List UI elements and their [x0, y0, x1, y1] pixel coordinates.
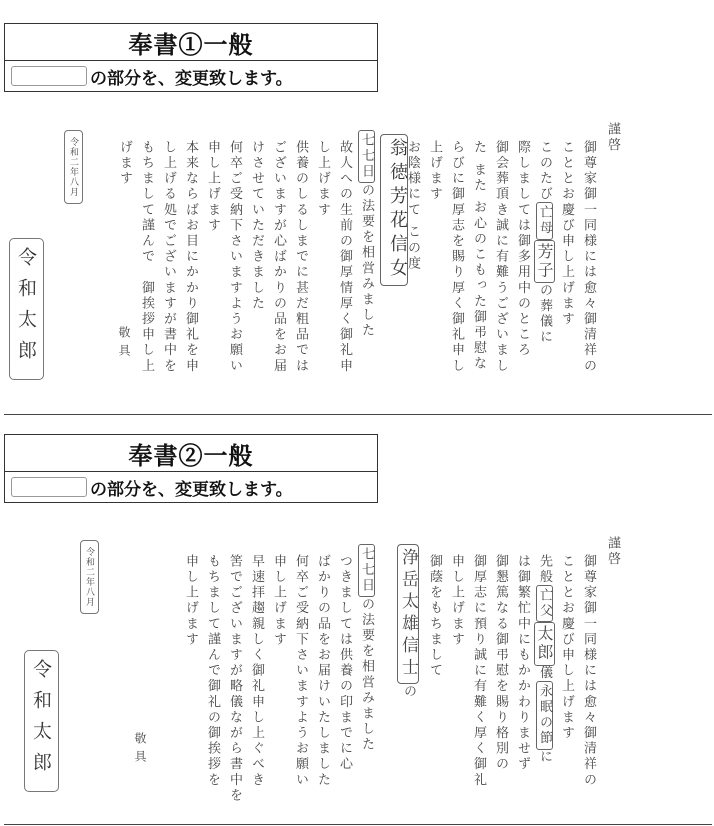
letter-line: し上げます [315, 140, 330, 218]
letter-line: 御尊家御一同様には愈々御清祥の [581, 140, 596, 374]
letter-opening: 謹啓 [605, 122, 620, 154]
letter-line: 御厚志に預り誠に有難く厚く御礼 [471, 554, 486, 788]
relation-box: 亡父 [536, 585, 553, 622]
placeholder-box [11, 477, 87, 497]
letter-line: 筈でございますが略儀ながら書中を [227, 554, 242, 804]
letter-line: し上げる処でございますが書中を [161, 140, 176, 374]
letter-line: 上げます [427, 140, 442, 203]
letter-line: 申し上げます [449, 554, 464, 648]
closing-keigu: 敬具 [133, 732, 147, 768]
kaimyo-box: 翁徳芳花信女 [380, 134, 408, 286]
date-box: 令和二年八月 [64, 130, 83, 204]
letter-line: もちまして謹んで 御挨拶申し上 [139, 140, 154, 374]
section-title: 奉書②一般 [5, 435, 377, 472]
letter-line: 何卒ご受納下さいますようお願い [293, 554, 308, 788]
closing-keigu: 敬具 [117, 326, 131, 362]
letter-line: 本来ならばお目にかかり御礼を申 [183, 140, 198, 374]
letter-line: 御懇篤なる御弔慰を賜り格別の [493, 554, 508, 773]
deceased-name-box: 芳子 [534, 240, 555, 283]
letter-line: このたび亡母芳子の葬儀に [535, 140, 554, 346]
letter-line: 申し上げます [183, 554, 198, 648]
letter-line: 七七日の法要を相営みました [356, 130, 376, 339]
letter-opening: 謹啓 [605, 536, 620, 568]
sender-name-box: 令和太郎 [24, 650, 59, 792]
letter-line: は御繁忙中にもかかわりませず [515, 554, 530, 773]
letter-line: げます [117, 140, 132, 187]
bottom-divider [4, 824, 712, 825]
sender-name-box: 令和太郎 [9, 238, 44, 380]
letter-line: 御会葬頂き誠に有難うございまし [493, 140, 508, 374]
letter-line: お陰様にて この度 [405, 140, 420, 272]
letter-line: らびに御厚志を賜り厚く御礼申し [449, 140, 464, 374]
letter-line: こととお慶び申し上げます [559, 554, 574, 742]
kaimyo-box: 浄岳太雄信士 [397, 544, 419, 684]
eimin-box: 永眠の節 [536, 681, 553, 749]
letter-line: こととお慶び申し上げます [559, 140, 574, 328]
section-title: 奉書①一般 [5, 24, 377, 61]
relation-box: 亡母 [536, 202, 553, 239]
letter-line: けさせていただきました [249, 140, 264, 312]
letter-line: 御蔭をもちまして [427, 554, 442, 679]
memorial-box: 七七日 [358, 544, 375, 597]
deceased-name-box: 太郎 [534, 622, 555, 665]
letter-line: 申し上げます [205, 140, 220, 234]
letter-line: 七七日の法要を相営みました [356, 544, 376, 753]
letter-body [0, 120, 714, 380]
letter-line: 際しましては御多用中のところ [515, 140, 530, 359]
letter-line: つきましては供養の印までに心 [337, 554, 352, 773]
letter-line: ばかりの品をお届けいたしました [315, 554, 330, 788]
instruction-text: の部分を、変更致します。 [90, 479, 293, 500]
letter-body [0, 534, 714, 804]
letter-line: 早速拝趨親しく御礼申し上ぐべき [249, 554, 264, 788]
instruction-text: の部分を、変更致します。 [90, 68, 293, 89]
letter-line: 供養のしるしまでに甚だ粗品では [293, 140, 308, 374]
header-box-1 [4, 23, 378, 92]
date-box: 令和二年八月 [80, 540, 99, 614]
letter-line: 先般亡父太郎儀永眠の節に [535, 554, 554, 766]
section-divider [4, 414, 712, 415]
memorial-box: 七七日 [358, 130, 375, 183]
letter-line: た また お心のこもった御弔慰な [471, 140, 486, 372]
letter-line: 浄岳太雄信士の [398, 544, 418, 700]
letter-line: 申し上げます [271, 554, 286, 648]
header-box-2 [4, 434, 378, 503]
letter-line: 故人への生前の御厚情厚く御礼申 [337, 140, 352, 374]
letter-line: ございますが心ばかりの品をお届 [271, 140, 286, 374]
instruction-row [5, 472, 377, 502]
instruction-row [5, 61, 377, 91]
letter-line: もちまして謹んで御礼の御挨拶を [205, 554, 220, 788]
letter-line: 何卒ご受納下さいますようお願い [227, 140, 242, 374]
placeholder-box [11, 66, 87, 86]
letter-line: 御尊家御一同様には愈々御清祥の [581, 554, 596, 788]
